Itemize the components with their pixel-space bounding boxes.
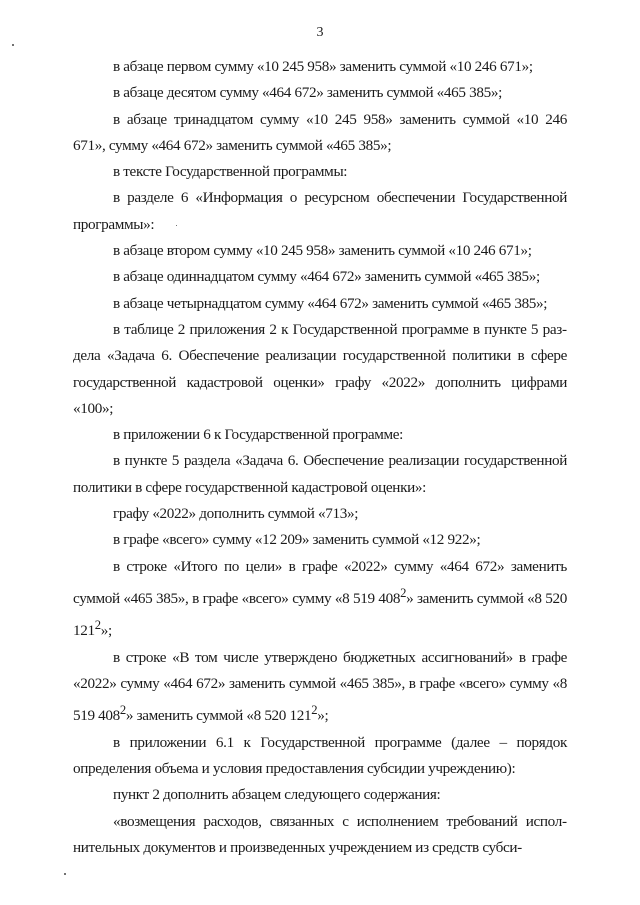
paragraph-text: »; [317, 707, 329, 725]
page-number: 3 [316, 25, 324, 40]
paragraph: в абзаце одиннадцатом сумму «464 672» заменить суммой «465 385»; [113, 268, 540, 286]
paragraph-vtom [73, 645, 567, 730]
paragraph: «возмещения расходов, связанных с исполнением требований исполнительных документов и произведенных учреждением из средств субси- [73, 812, 567, 856]
scan-speck [12, 44, 14, 46]
paragraph-text: » заменить суммой «8 520 121 [125, 707, 312, 725]
paragraph-text: » заменить суммой «8 520 121 [73, 590, 568, 640]
paragraph: в абзаце четырнадцатом сумму «464 672» заменить суммой «465 385»; [113, 294, 548, 312]
document-body [73, 54, 567, 861]
paragraph: в абзаце первом сумму «10 245 958» заменить суммой «10 246 671»; [113, 58, 533, 75]
scan-speck [64, 873, 66, 875]
paragraph-text: »; [100, 622, 112, 640]
paragraph: в пункте 5 раздела «Задача 6. Обеспечение реализации государственной политики в сфере государственной кадастровой оценки»: [73, 452, 567, 496]
paragraph: в графе «всего» сумму «12 209» заменить суммой «12 922»; [113, 531, 481, 549]
superscript: 2 [311, 703, 318, 718]
paragraph: графу «2022» дополнить суммой «713»; [113, 505, 359, 523]
paragraph-text: в строке «В том числе утверждено бюджетных ассигнований» в графе «2022» сумму «464 672» заменить суммой «465 385», в графе «всего» сумму «8 519 408 [73, 648, 567, 725]
paragraph: в приложении 6 к Государственной программе: [113, 426, 404, 444]
paragraph-text: в строке «Итого по цели» в графе «2022» сумму «464 672» заменить суммой «465 385», в графе «всего» сумму «8 519 408 [73, 557, 567, 607]
superscript: 2 [94, 618, 101, 633]
paragraph: в абзаце втором сумму «10 245 958» заменить суммой «10 246 671»; [113, 242, 532, 260]
superscript: 2 [119, 703, 126, 718]
paragraph: в таблице 2 приложения 2 к Государственной программе в пункте 5 раздела «Задача 6. Обеспечение реализации государственной политики в сфере государственной кадастровой оценки» графу «2022» дополнить цифрами «100»; [73, 320, 567, 417]
paragraph-itogo [73, 554, 567, 645]
paragraph: в тексте Государственной программы: [113, 163, 348, 181]
paragraph: в абзаце тринадцатом сумму «10 245 958» заменить суммой «10 246 671», сумму «464 672» заменить суммой «465 385»; [73, 110, 567, 154]
paragraph: в абзаце десятом сумму «464 672» заменить суммой «465 385»; [113, 84, 502, 102]
paragraph: пункт 2 дополнить абзацем следующего содержания: [113, 786, 441, 804]
paragraph: в приложении 6.1 к Государственной программе (далее – порядок определения объема и условия предоставления субсидии учреждению): [73, 733, 567, 777]
superscript: 2 [400, 585, 407, 600]
paragraph: в разделе 6 «Информация о ресурсном обеспечении Государственной программы»: [73, 189, 567, 233]
